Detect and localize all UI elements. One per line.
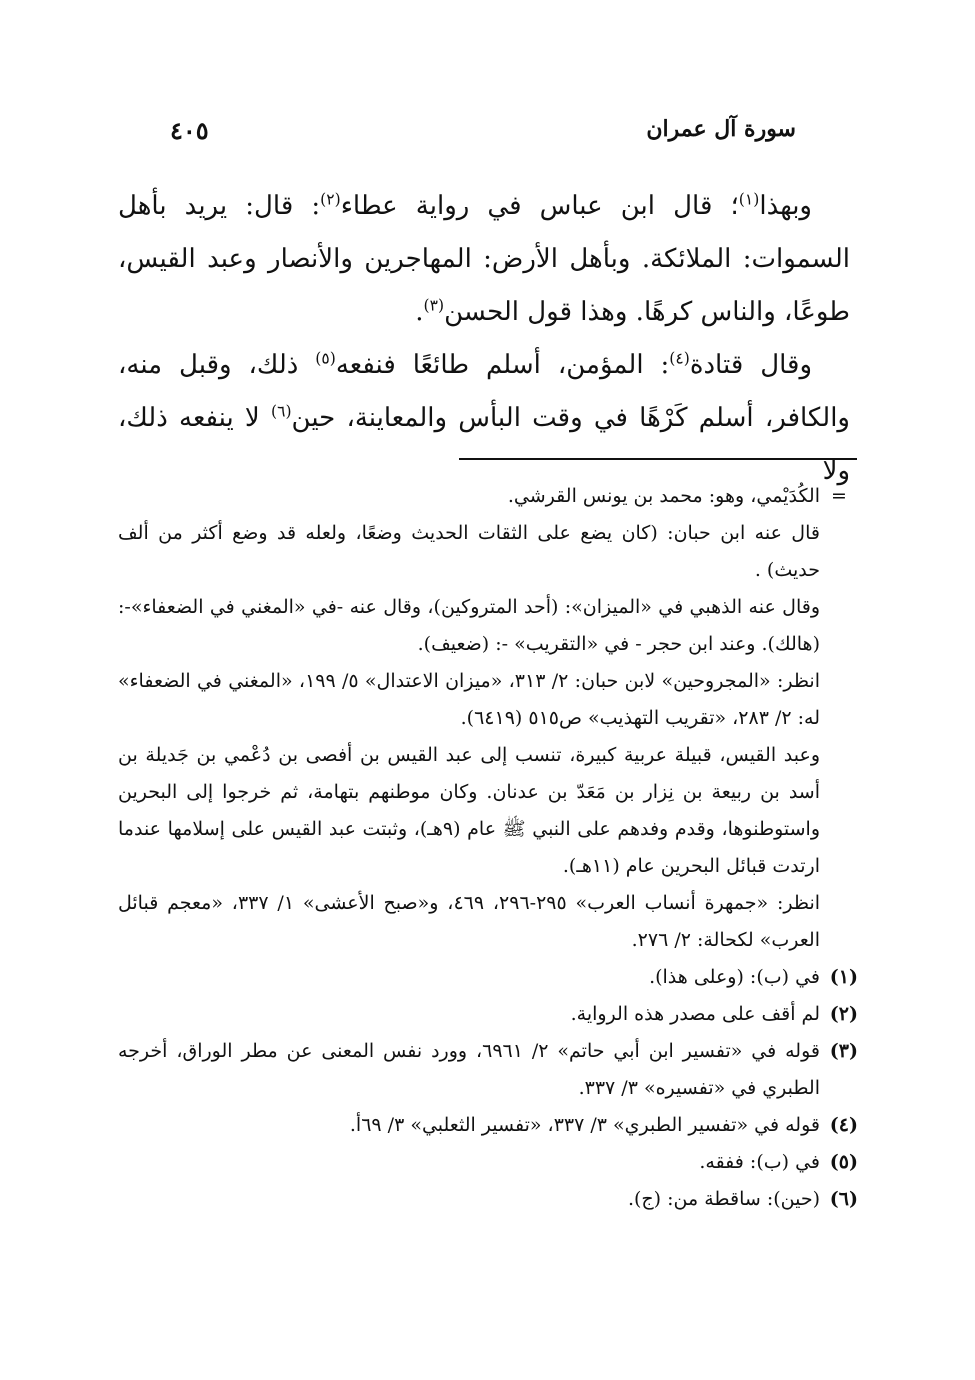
footnote-2 — [118, 996, 858, 1033]
footnote-paragraph: انظر: «جمهرة أنساب العرب» ٢٩٥-٢٩٦، ٤٦٩، و«صبح الأعشى» ١/ ٣٣٧، «معجم قبائل العرب» لكحالة: ٢/ ٢٧٦. — [118, 892, 821, 951]
main-paragraph-1 — [118, 180, 850, 339]
main-text-run: لا ينفعه ذلك، ولا — [118, 403, 850, 486]
footnote-ref-3: (٣) — [423, 296, 445, 315]
footnote-number: (١) — [829, 966, 858, 988]
footnote-text: قوله في «تفسير الطبري» ٣/ ٣٣٧، «تفسير الثعلبي» ٣/ ٦٩أ. — [349, 1114, 820, 1136]
continued-footnote — [118, 478, 858, 959]
footnote-4 — [118, 1107, 858, 1144]
footnote-text: في (ب): (وعلى هذا). — [649, 966, 820, 988]
footnote-text: في (ب): ففقه. — [699, 1151, 820, 1173]
footnote-ref-5: (٥) — [315, 349, 336, 368]
footnote-1 — [118, 959, 858, 996]
main-text-run: . — [415, 297, 424, 327]
main-paragraph-2 — [118, 339, 850, 498]
footnote-number: (٤) — [829, 1114, 858, 1136]
footnote-number: (٦) — [829, 1188, 858, 1210]
footnote-number: (٢) — [829, 1003, 858, 1025]
page-header — [170, 112, 796, 152]
footnote-separator — [459, 458, 857, 460]
footnote-ref-6: (٦) — [270, 402, 292, 421]
footnote-6 — [118, 1181, 858, 1218]
footnotes — [118, 478, 858, 1218]
main-text-run: وبهذا — [759, 191, 812, 221]
footnote-ref-4: (٤) — [669, 349, 690, 368]
footnote-ref-1: (١) — [738, 190, 760, 209]
main-text-run: وقال قتادة — [689, 350, 812, 380]
footnote-number: (٥) — [829, 1151, 858, 1173]
footnote-text: قوله في «تفسير ابن أبي حاتم» ٢/ ٦٩٦١، وورد نفس المعنى عن مطر الوراق، أخرجه الطبري في «تفسيره» ٣/ ٣٣٧. — [118, 1040, 820, 1099]
page-number: ٤٠٥ — [170, 116, 209, 145]
continued-footnote-body — [118, 478, 820, 959]
footnote-paragraph: وعبد القيس، قبيلة عربية كبيرة، تنسب إلى عبد القيس بن أفصى بن دُعْمي بن جَديلة بن أسد بن ربيعة بن نِزار بن مَعَدّ بن عدنان. وكان موطنهم بتهامة، ثم خرجوا إلى البحرين واستوطنوها، وقدم وفدهم على النبي ﷺ عام (٩هـ)، وثبتت عبد القيس على إسلامها عندما ارتدت قبائل البحرين عام (١١هـ). — [118, 744, 820, 877]
footnote-number: (٣) — [829, 1040, 858, 1062]
footnote-ref-2: (٢) — [320, 190, 341, 209]
surah-title: سورة آل عمران — [646, 116, 796, 142]
footnote-paragraph: وقال عنه الذهبي في «الميزان»: (أحد المتروكين)، وقال عنه -في «المغني في الضعفاء»-: (هالك). وعند ابن حجر - في «التقريب» -: (ضعيف). — [118, 596, 820, 655]
main-text-run: : المؤمن، أسلم طائعًا فنفعه — [335, 350, 670, 380]
main-text-run: ذلك، وقبل منه، والكافر، أسلم كَرْهًا في وقت البأس والمعاينة، حين — [118, 350, 850, 433]
footnote-5 — [118, 1144, 858, 1181]
footnote-3 — [118, 1033, 858, 1107]
continuation-mark: = — [831, 485, 847, 507]
footnote-paragraph: انظر: «المجروحين» لابن حبان: ٢/ ٣١٣، «ميزان الاعتدال» ٥/ ١٩٩، «المغني في الضعفاء» له: ٢/ ٢٨٣، «تقريب التهذيب» ص٥١٥ (٦٤١٩). — [118, 670, 820, 729]
main-text-run: ؛ قال ابن عباس في رواية عطاء — [340, 191, 739, 221]
main-text — [118, 180, 850, 498]
footnote-paragraph: الكُدَيْمي، وهو: محمد بن يونس القرشي. — [507, 485, 820, 507]
footnote-text: لم أقف على مصدر هذه الرواية. — [570, 1003, 820, 1025]
footnote-text: (حين): ساقطة من: (ج). — [627, 1188, 820, 1210]
main-text-run: : قال: يريد بأهل السموات: الملائكة. وبأهل الأرض: المهاجرين والأنصار وعبد القيس، طوعًا، والناس كرهًا. وهذا قول الحسن — [118, 191, 850, 327]
footnote-paragraph: قال عنه ابن حبان: (كان يضع على الثقات الحديث وضعًا، ولعله قد وضع أكثر من ألف حديث) . — [118, 522, 820, 581]
